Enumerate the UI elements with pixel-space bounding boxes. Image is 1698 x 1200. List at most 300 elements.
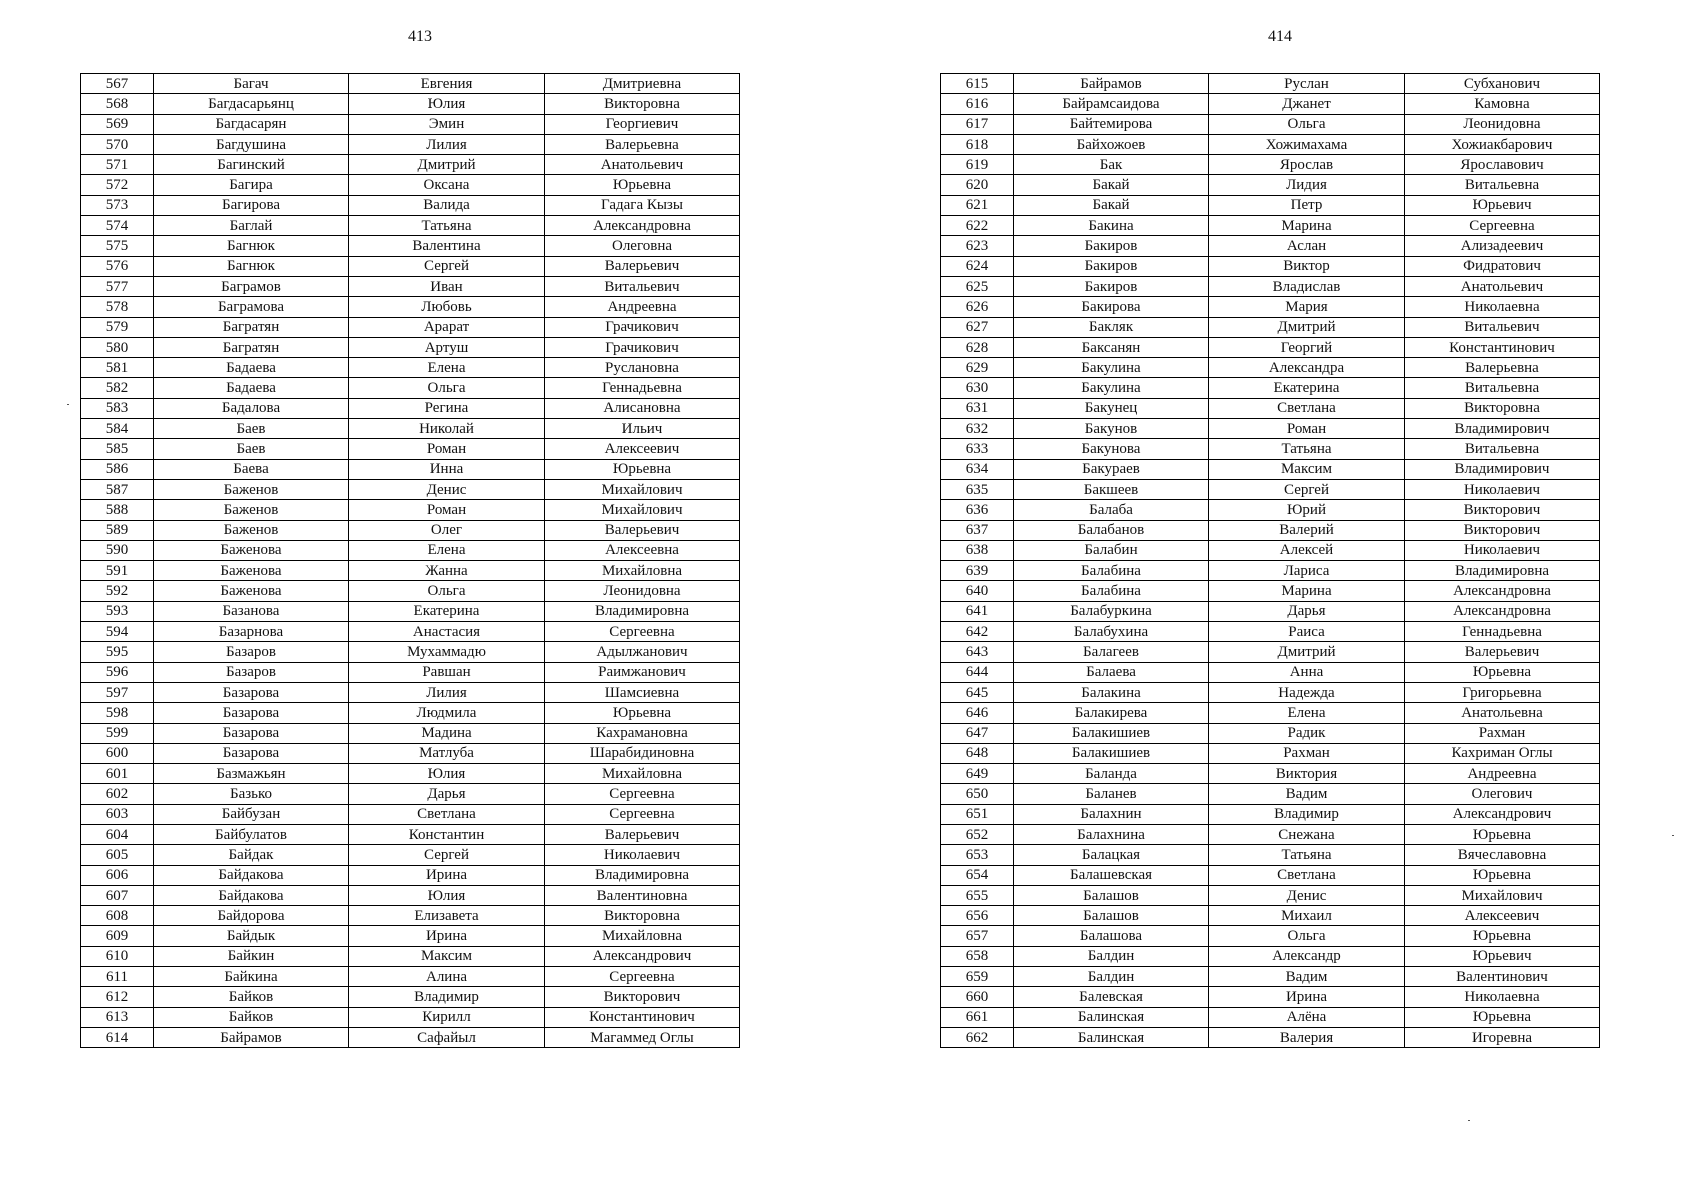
first-name-cell: Елена [349,358,545,378]
first-name-cell: Марина [1209,581,1405,601]
patronymic-cell: Сергеевна [545,967,740,987]
row-number-cell: 640 [941,581,1014,601]
patronymic-cell: Викторовна [545,94,740,114]
row-number-cell: 608 [81,906,154,926]
table-row [941,276,1600,296]
row-number-cell: 590 [81,540,154,560]
patronymic-cell: Сергеевна [545,622,740,642]
table-row [941,743,1600,763]
row-number-cell: 581 [81,358,154,378]
first-name-cell: Евгения [349,74,545,94]
first-name-cell: Владимир [1209,804,1405,824]
first-name-cell: Виктория [1209,764,1405,784]
row-number-cell: 576 [81,256,154,276]
row-number-cell: 603 [81,804,154,824]
row-number-cell: 632 [941,419,1014,439]
patronymic-cell: Михайловна [545,764,740,784]
first-name-cell: Вадим [1209,784,1405,804]
last-name-cell: Баженова [154,540,349,560]
table-row [941,459,1600,479]
patronymic-cell: Николаевна [1405,297,1600,317]
last-name-cell: Байрамов [154,1027,349,1047]
table-row [81,804,740,824]
table-row [941,601,1600,621]
first-name-cell: Елена [1209,703,1405,723]
table-row [81,581,740,601]
table-row [81,906,740,926]
last-name-cell: Бакляк [1014,317,1209,337]
last-name-cell: Байков [154,987,349,1007]
last-name-cell: Байбузан [154,804,349,824]
first-name-cell: Александра [1209,358,1405,378]
last-name-cell: Базарова [154,723,349,743]
row-number-cell: 591 [81,561,154,581]
last-name-cell: Базарова [154,743,349,763]
first-name-cell: Оксана [349,175,545,195]
table-row [941,622,1600,642]
last-name-cell: Баграмова [154,297,349,317]
patronymic-cell: Константинович [1405,337,1600,357]
row-number-cell: 624 [941,256,1014,276]
last-name-cell: Базмажьян [154,764,349,784]
patronymic-cell: Фидратович [1405,256,1600,276]
last-name-cell: Балевская [1014,987,1209,1007]
first-name-cell: Георгий [1209,337,1405,357]
table-row [941,642,1600,662]
row-number-cell: 626 [941,297,1014,317]
table-row [81,520,740,540]
row-number-cell: 605 [81,845,154,865]
table-row [941,195,1600,215]
first-name-cell: Валида [349,195,545,215]
table-row [81,479,740,499]
first-name-cell: Лариса [1209,561,1405,581]
last-name-cell: Балабина [1014,581,1209,601]
patronymic-cell: Владимирович [1405,419,1600,439]
table-row [941,134,1600,154]
last-name-cell: Байрамсаидова [1014,94,1209,114]
patronymic-cell: Гадага Кызы [545,195,740,215]
first-name-cell: Татьяна [349,216,545,236]
table-row [941,74,1600,94]
row-number-cell: 620 [941,175,1014,195]
last-name-cell: Байтемирова [1014,114,1209,134]
table-row [81,601,740,621]
first-name-cell: Людмила [349,703,545,723]
first-name-cell: Эмин [349,114,545,134]
row-number-cell: 645 [941,682,1014,702]
first-name-cell: Марина [1209,216,1405,236]
table-row [81,784,740,804]
last-name-cell: Балагеев [1014,642,1209,662]
last-name-cell: Балахнина [1014,824,1209,844]
last-name-cell: Байдакова [154,885,349,905]
table-row [81,1027,740,1047]
patronymic-cell: Руслановна [545,358,740,378]
patronymic-cell: Ализадеевич [1405,236,1600,256]
patronymic-cell: Александрович [1405,804,1600,824]
first-name-cell: Ольга [1209,114,1405,134]
row-number-cell: 616 [941,94,1014,114]
last-name-cell: Бакшеев [1014,479,1209,499]
first-name-cell: Валентина [349,236,545,256]
patronymic-cell: Витальевич [545,276,740,296]
first-name-cell: Екатерина [1209,378,1405,398]
row-number-cell: 662 [941,1027,1014,1047]
table-row [941,479,1600,499]
table-row [941,865,1600,885]
patronymic-cell: Михайлович [545,500,740,520]
table-row [81,500,740,520]
table-row [941,337,1600,357]
table-row [941,1027,1600,1047]
first-name-cell: Елена [349,540,545,560]
table-row [941,94,1600,114]
patronymic-cell: Михайлович [545,479,740,499]
row-number-cell: 614 [81,1027,154,1047]
row-number-cell: 592 [81,581,154,601]
patronymic-cell: Кахрамановна [545,723,740,743]
first-name-cell: Алексей [1209,540,1405,560]
patronymic-cell: Валентиновна [545,885,740,905]
row-number-cell: 588 [81,500,154,520]
last-name-cell: Багдушина [154,134,349,154]
patronymic-cell: Михайловна [545,926,740,946]
row-number-cell: 615 [941,74,1014,94]
first-name-cell: Юлия [349,885,545,905]
last-name-cell: Багнюк [154,236,349,256]
scan-speck [1672,835,1674,836]
last-name-cell: Баксанян [1014,337,1209,357]
patronymic-cell: Витальевна [1405,378,1600,398]
table-row [81,967,740,987]
table-row [81,723,740,743]
row-number-cell: 648 [941,743,1014,763]
page-number-right: 414 [1268,28,1292,45]
row-number-cell: 578 [81,297,154,317]
table-row [941,845,1600,865]
row-number-cell: 660 [941,987,1014,1007]
table-row [941,520,1600,540]
first-name-cell: Роман [1209,419,1405,439]
first-name-cell: Светлана [349,804,545,824]
row-number-cell: 577 [81,276,154,296]
last-name-cell: Бакураев [1014,459,1209,479]
row-number-cell: 637 [941,520,1014,540]
patronymic-cell: Викторович [1405,500,1600,520]
first-name-cell: Татьяна [1209,439,1405,459]
first-name-cell: Кирилл [349,1007,545,1027]
last-name-cell: Байдак [154,845,349,865]
last-name-cell: Бакиров [1014,236,1209,256]
patronymic-cell: Владимировна [545,865,740,885]
last-name-cell: Баженова [154,581,349,601]
table-row [81,74,740,94]
row-number-cell: 650 [941,784,1014,804]
first-name-cell: Ирина [349,926,545,946]
first-name-cell: Ольга [349,378,545,398]
first-name-cell: Любовь [349,297,545,317]
last-name-cell: Байков [154,1007,349,1027]
last-name-cell: Балашова [1014,926,1209,946]
last-name-cell: Багратян [154,317,349,337]
patronymic-cell: Сергеевна [1405,216,1600,236]
first-name-cell: Вадим [1209,967,1405,987]
first-name-cell: Инна [349,459,545,479]
first-name-cell: Роман [349,500,545,520]
first-name-cell: Юлия [349,764,545,784]
patronymic-cell: Грачикович [545,317,740,337]
patronymic-cell: Юрьевна [1405,865,1600,885]
table-row [81,216,740,236]
patronymic-cell: Камовна [1405,94,1600,114]
first-name-cell: Сергей [349,845,545,865]
last-name-cell: Балацкая [1014,845,1209,865]
table-row [81,297,740,317]
row-number-cell: 599 [81,723,154,743]
row-number-cell: 585 [81,439,154,459]
first-name-cell: Валерий [1209,520,1405,540]
last-name-cell: Бакунец [1014,398,1209,418]
first-name-cell: Роман [349,439,545,459]
row-number-cell: 631 [941,398,1014,418]
table-row [81,256,740,276]
table-row [941,297,1600,317]
row-number-cell: 584 [81,419,154,439]
patronymic-cell: Юрьевич [1405,946,1600,966]
table-row [81,642,740,662]
row-number-cell: 613 [81,1007,154,1027]
first-name-cell: Аслан [1209,236,1405,256]
table-row [81,845,740,865]
table-row [941,561,1600,581]
table-row [941,946,1600,966]
table-row [81,743,740,763]
last-name-cell: Базарова [154,703,349,723]
row-number-cell: 602 [81,784,154,804]
table-row [941,824,1600,844]
patronymic-cell: Николаевич [1405,479,1600,499]
first-name-cell: Лилия [349,682,545,702]
first-name-cell: Михаил [1209,906,1405,926]
row-number-cell: 612 [81,987,154,1007]
patronymic-cell: Александровна [545,216,740,236]
patronymic-cell: Олегович [1405,784,1600,804]
patronymic-cell: Анатольевна [1405,703,1600,723]
row-number-cell: 587 [81,479,154,499]
row-number-cell: 617 [941,114,1014,134]
table-row [81,419,740,439]
last-name-cell: Байкина [154,967,349,987]
row-number-cell: 606 [81,865,154,885]
patronymic-cell: Шарабидиновна [545,743,740,763]
row-number-cell: 609 [81,926,154,946]
row-number-cell: 646 [941,703,1014,723]
last-name-cell: Балакирева [1014,703,1209,723]
patronymic-cell: Григорьевна [1405,682,1600,702]
last-name-cell: Бакиров [1014,256,1209,276]
first-name-cell: Дарья [1209,601,1405,621]
patronymic-cell: Владимировна [1405,561,1600,581]
last-name-cell: Бакулина [1014,378,1209,398]
first-name-cell: Татьяна [1209,845,1405,865]
table-row [941,114,1600,134]
row-number-cell: 574 [81,216,154,236]
patronymic-cell: Валерьевич [545,824,740,844]
patronymic-cell: Алексеевич [545,439,740,459]
patronymic-cell: Алексеевич [1405,906,1600,926]
table-row [941,358,1600,378]
table-row [81,155,740,175]
row-number-cell: 641 [941,601,1014,621]
first-name-cell: Равшан [349,662,545,682]
patronymic-cell: Игоревна [1405,1027,1600,1047]
last-name-cell: Баева [154,459,349,479]
table-row [941,682,1600,702]
patronymic-cell: Валерьевич [545,256,740,276]
patronymic-cell: Дмитриевна [545,74,740,94]
first-name-cell: Сергей [349,256,545,276]
row-number-cell: 573 [81,195,154,215]
row-number-cell: 651 [941,804,1014,824]
last-name-cell: Байдорова [154,906,349,926]
last-name-cell: Бакунова [1014,439,1209,459]
table-row [81,682,740,702]
table-row [941,398,1600,418]
table-row [81,824,740,844]
patronymic-cell: Андреевна [1405,764,1600,784]
first-name-cell: Жанна [349,561,545,581]
table-row [81,378,740,398]
first-name-cell: Юлия [349,94,545,114]
first-name-cell: Алёна [1209,1007,1405,1027]
patronymic-cell: Александровна [1405,581,1600,601]
row-number-cell: 629 [941,358,1014,378]
patronymic-cell: Валерьевна [545,134,740,154]
table-row [941,1007,1600,1027]
table-row [941,175,1600,195]
patronymic-cell: Николаевич [545,845,740,865]
first-name-cell: Сафайыл [349,1027,545,1047]
table-row [81,317,740,337]
row-number-cell: 586 [81,459,154,479]
row-number-cell: 635 [941,479,1014,499]
first-name-cell: Сергей [1209,479,1405,499]
row-number-cell: 595 [81,642,154,662]
last-name-cell: Базанова [154,601,349,621]
row-number-cell: 630 [941,378,1014,398]
first-name-cell: Денис [1209,885,1405,905]
patronymic-cell: Адылжанович [545,642,740,662]
table-row [941,723,1600,743]
scan-speck [67,404,69,405]
names-table-right [940,73,1600,1048]
table-row [941,662,1600,682]
patronymic-cell: Викторовна [545,906,740,926]
first-name-cell: Ярослав [1209,155,1405,175]
last-name-cell: Баев [154,439,349,459]
table-row [941,500,1600,520]
first-name-cell: Лилия [349,134,545,154]
last-name-cell: Байдык [154,926,349,946]
row-number-cell: 625 [941,276,1014,296]
row-number-cell: 594 [81,622,154,642]
table-row [81,459,740,479]
scan-speck [1468,1120,1470,1121]
table-row [81,662,740,682]
last-name-cell: Бакай [1014,195,1209,215]
last-name-cell: Базаров [154,662,349,682]
first-name-cell: Снежана [1209,824,1405,844]
patronymic-cell: Владимировна [545,601,740,621]
row-number-cell: 607 [81,885,154,905]
row-number-cell: 583 [81,398,154,418]
last-name-cell: Балакина [1014,682,1209,702]
row-number-cell: 633 [941,439,1014,459]
first-name-cell: Анастасия [349,622,545,642]
row-number-cell: 601 [81,764,154,784]
table-row [941,784,1600,804]
patronymic-cell: Геннадьевна [545,378,740,398]
patronymic-cell: Вячеславовна [1405,845,1600,865]
table-row [941,256,1600,276]
last-name-cell: Баженов [154,479,349,499]
row-number-cell: 570 [81,134,154,154]
row-number-cell: 639 [941,561,1014,581]
patronymic-cell: Михайлович [1405,885,1600,905]
last-name-cell: Балашов [1014,885,1209,905]
table-row [941,317,1600,337]
last-name-cell: Бакина [1014,216,1209,236]
table-row [81,885,740,905]
last-name-cell: Багратян [154,337,349,357]
row-number-cell: 569 [81,114,154,134]
first-name-cell: Руслан [1209,74,1405,94]
last-name-cell: Бакирова [1014,297,1209,317]
row-number-cell: 572 [81,175,154,195]
row-number-cell: 656 [941,906,1014,926]
last-name-cell: Балакишиев [1014,743,1209,763]
table-row [81,865,740,885]
table-row [81,236,740,256]
row-number-cell: 593 [81,601,154,621]
last-name-cell: Бадаева [154,358,349,378]
last-name-cell: Байрамов [1014,74,1209,94]
table-row [941,703,1600,723]
patronymic-cell: Геннадьевна [1405,622,1600,642]
patronymic-cell: Витальевич [1405,317,1600,337]
patronymic-cell: Леонидовна [1405,114,1600,134]
last-name-cell: Багирова [154,195,349,215]
last-name-cell: Баев [154,419,349,439]
first-name-cell: Дмитрий [1209,317,1405,337]
first-name-cell: Раиса [1209,622,1405,642]
row-number-cell: 568 [81,94,154,114]
row-number-cell: 618 [941,134,1014,154]
last-name-cell: Баженова [154,561,349,581]
row-number-cell: 610 [81,946,154,966]
first-name-cell: Владимир [349,987,545,1007]
first-name-cell: Джанет [1209,94,1405,114]
table-row [81,358,740,378]
patronymic-cell: Ярославович [1405,155,1600,175]
first-name-cell: Рахман [1209,743,1405,763]
last-name-cell: Балабанов [1014,520,1209,540]
last-name-cell: Баграмов [154,276,349,296]
last-name-cell: Базарова [154,682,349,702]
last-name-cell: Балабин [1014,540,1209,560]
first-name-cell: Анна [1209,662,1405,682]
